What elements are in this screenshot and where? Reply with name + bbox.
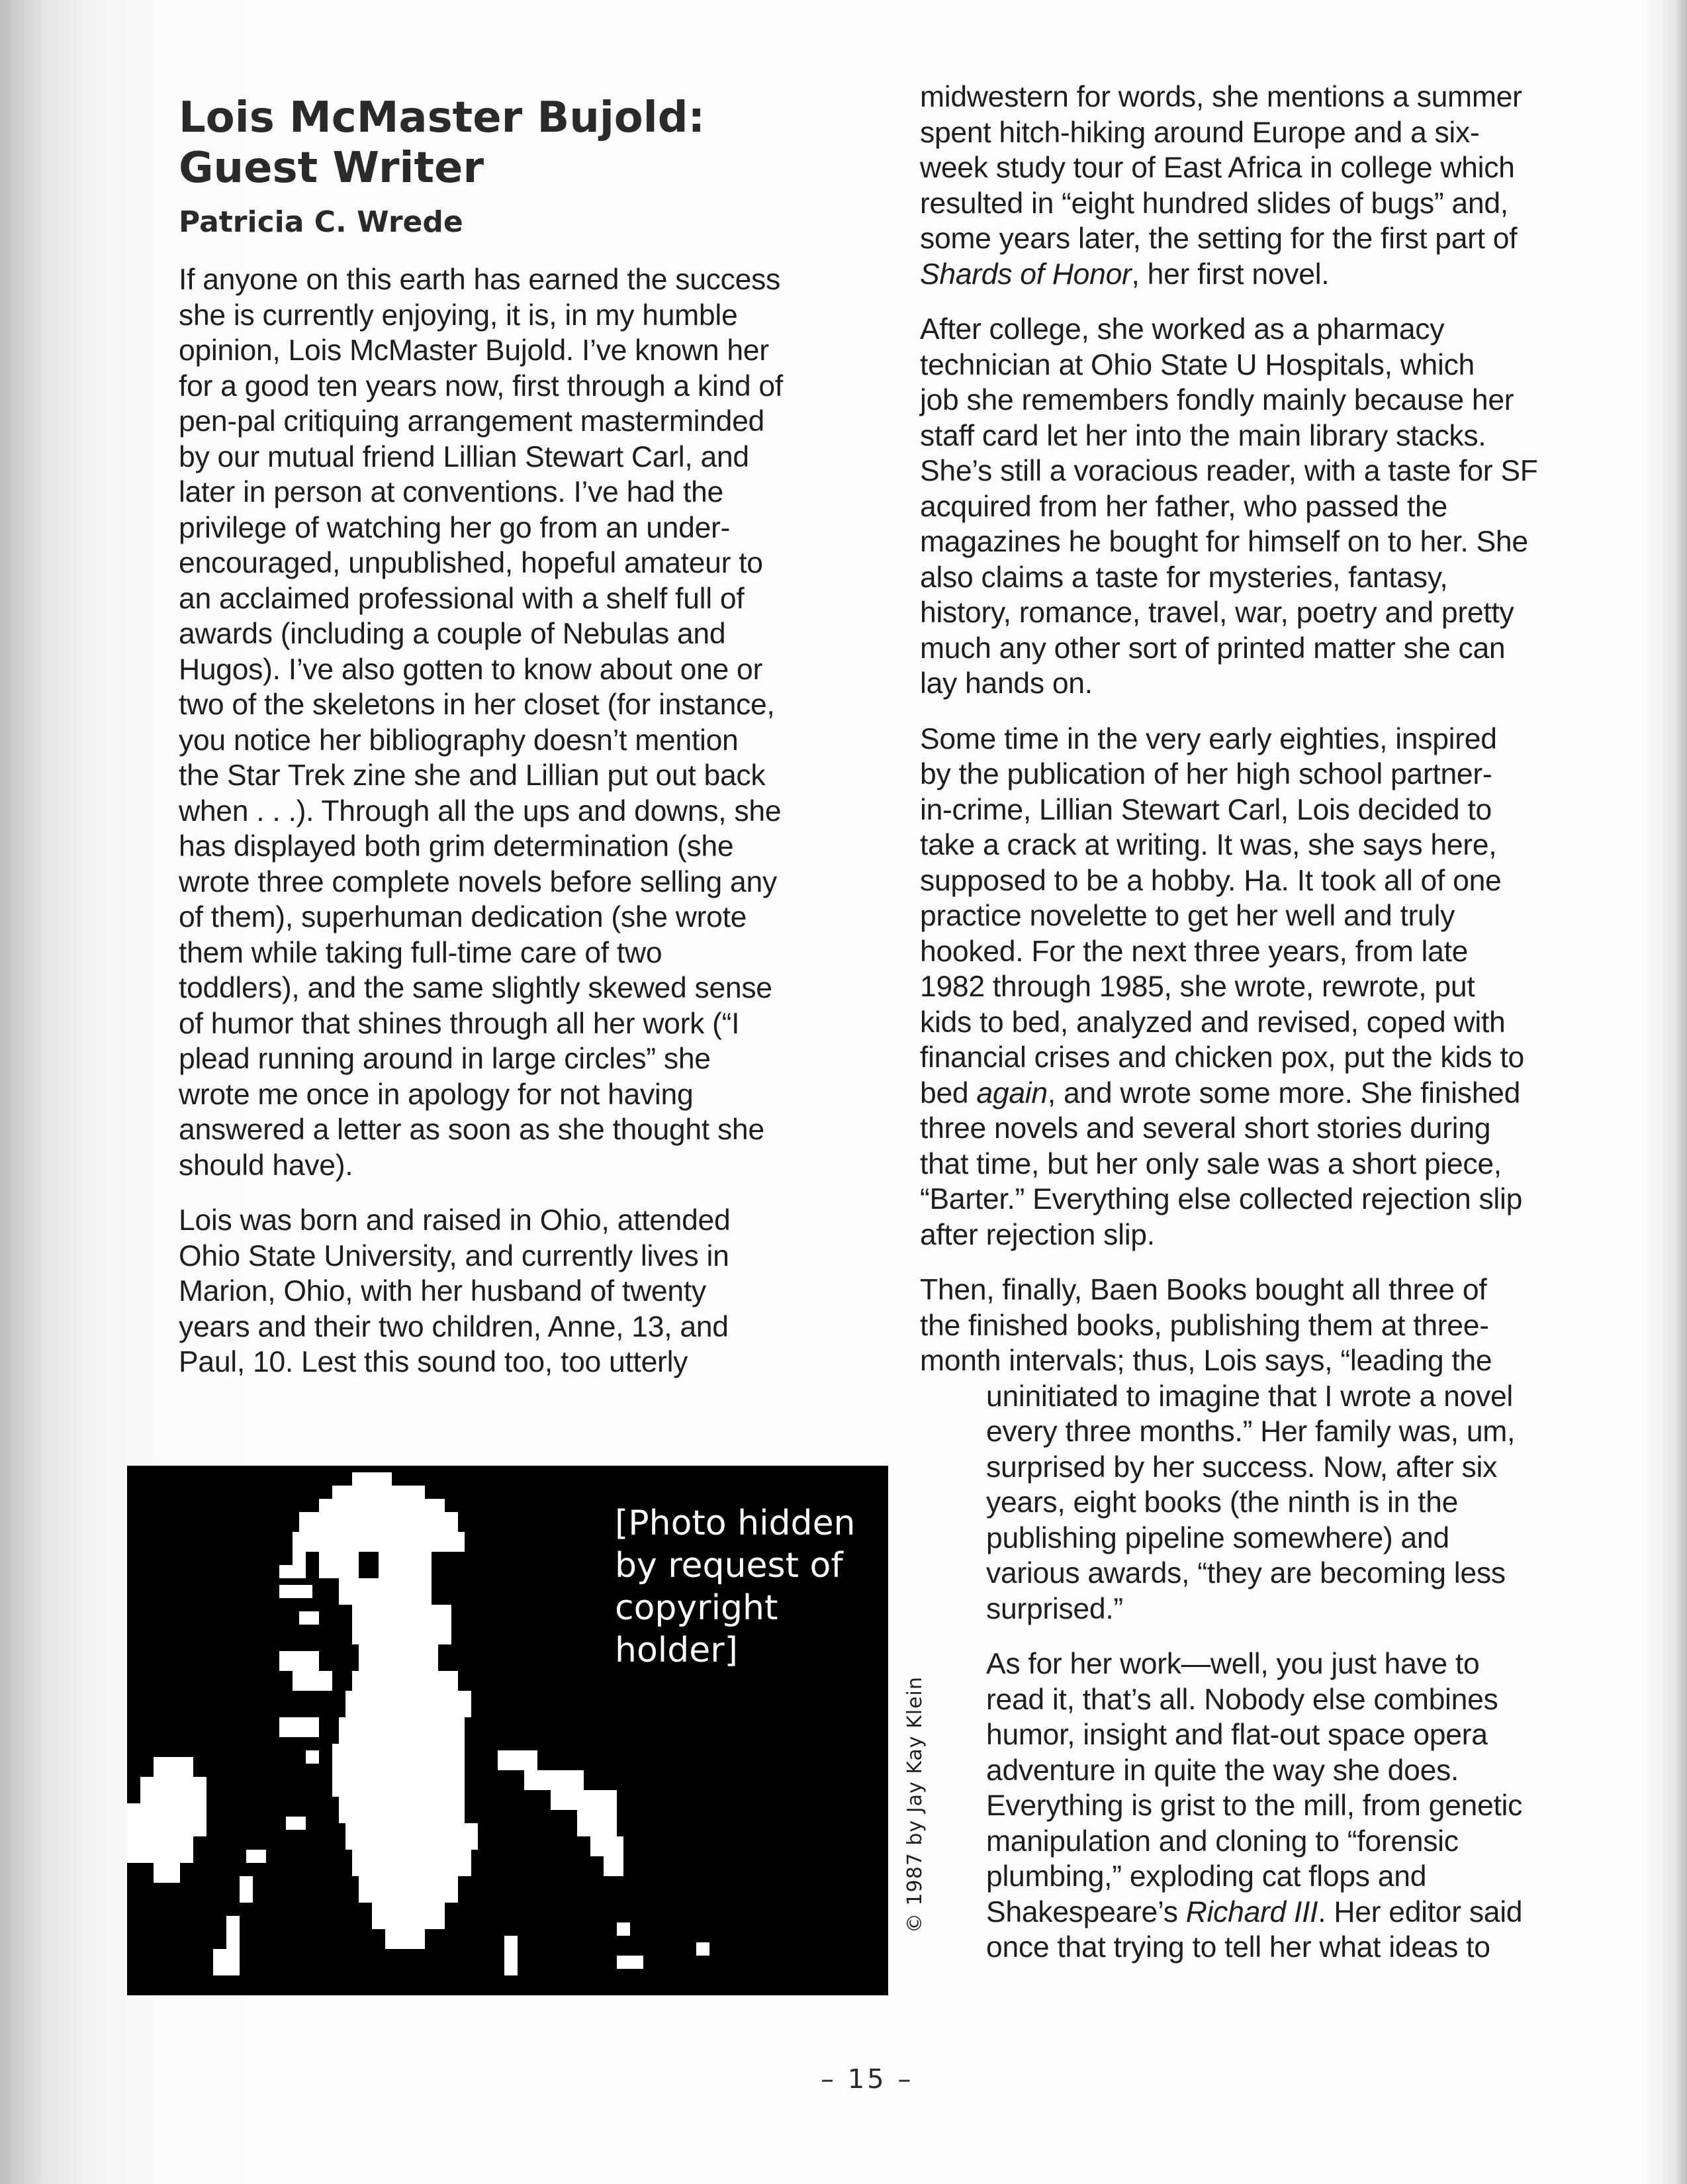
text-line: surprised.” — [986, 1592, 1123, 1625]
text-line: kids to bed, analyzed and revised, coped with — [920, 1006, 1506, 1039]
text-line: manipulation and cloning to “forensic — [986, 1825, 1459, 1858]
text-line: read it, that’s all. Nobody else combines — [986, 1683, 1498, 1716]
text-line: practice novelette to get her well and truly — [920, 900, 1455, 932]
text-line: in-crime, Lillian Stewart Carl, Lois decided to — [920, 793, 1492, 826]
paragraph-intro — [179, 262, 860, 1183]
text-line: history, romance, travel, war, poetry and pretty — [920, 596, 1514, 629]
text-line: resulted in “eight hundred slides of bugs” and, — [920, 187, 1508, 220]
text-line: month intervals; thus, Lois says, “leading the — [920, 1345, 1492, 1377]
text-line: them while taking full-time care of two — [179, 936, 662, 969]
text-fragment: , her first novel. — [1131, 258, 1330, 291]
text-line: plumbing,” exploding cat flops and — [986, 1860, 1427, 1893]
text-line: toddlers), and the same slightly skewed sense — [179, 972, 772, 1004]
text-line: uninitiated to imagine that I wrote a novel — [986, 1380, 1514, 1413]
emphasis-again: again — [976, 1076, 1048, 1110]
text-line: also claims a taste for mysteries, fantasy, — [920, 561, 1448, 594]
text-line: of them), superhuman dedication (she wrote — [179, 901, 747, 933]
text-line: for a good ten years now, first through a kind of — [179, 369, 783, 403]
text-line: adventure in quite the way she does. — [986, 1754, 1459, 1787]
text-line: If anyone on this earth has earned the success — [179, 263, 780, 296]
title-line-1: Lois McMaster Bujold: — [179, 93, 706, 142]
title-line-2: Guest Writer — [179, 144, 484, 193]
book-title-shards-of-honor: Shards of Honor — [920, 258, 1132, 291]
text-line: later in person at conventions. I’ve had the — [179, 476, 723, 508]
text-line: the Star Trek zine she and Lillian put out back — [179, 759, 766, 792]
text-fragment: , and wrote some more. She finished — [1047, 1076, 1521, 1110]
text-line: take a crack at writing. It was, she says here, — [920, 829, 1497, 861]
photo-hidden-caption — [615, 1502, 888, 1672]
caption-line: [Photo hidden — [615, 1503, 856, 1543]
left-column — [179, 93, 860, 1400]
text-line: acquired from her father, who passed the — [920, 490, 1447, 523]
text-line: wrote three complete novels before selling any — [179, 865, 777, 898]
text-line: surprised by her success. Now, after six — [986, 1450, 1497, 1484]
text-line: once that trying to tell her what ideas to — [986, 1931, 1490, 1964]
text-line: Marion, Ohio, with her husband of twenty — [179, 1275, 706, 1307]
text-line: lay hands on. — [920, 667, 1093, 700]
text-line — [920, 257, 1621, 293]
text-line: wrote me once in apology for not having — [179, 1078, 694, 1111]
text-line: an acclaimed professional with a shelf full of — [179, 582, 745, 615]
paragraph-background — [179, 1203, 860, 1380]
text-line: Then, finally, Baen Books bought all three of — [920, 1274, 1487, 1306]
text-line: awards (including a couple of Nebulas and — [179, 618, 726, 650]
right-column — [920, 79, 1621, 1985]
text-line: years and their two children, Anne, 13, and — [179, 1310, 729, 1343]
text-line: much any other sort of printed matter she can — [920, 632, 1506, 665]
author-photo-placeholder — [127, 1466, 888, 1995]
caption-line: copyright — [615, 1588, 778, 1628]
text-line: publishing pipeline somewhere) and — [986, 1521, 1449, 1554]
text-line: “Barter.” Everything else collected rejection slip — [920, 1183, 1523, 1215]
text-line: answered a letter as soon as she thought she — [179, 1114, 764, 1146]
text-line: pen-pal critiquing arrangement masterminded — [179, 405, 764, 438]
text-fragment: bed — [920, 1076, 977, 1110]
text-fragment: . Her editor said — [1318, 1895, 1523, 1928]
text-line: various awards, “they are becoming less — [986, 1557, 1506, 1590]
text-line: technician at Ohio State U Hospitals, which — [920, 348, 1475, 381]
article-title — [179, 93, 860, 193]
text-line: financial crises and chicken pox, put the kids to — [920, 1041, 1524, 1074]
paragraph-career — [920, 312, 1621, 702]
text-line: As for her work—well, you just have to — [986, 1648, 1480, 1680]
text-line: three novels and several short stories during — [920, 1112, 1491, 1145]
paragraph-writing-start — [920, 722, 1621, 1253]
text-line: Paul, 10. Lest this sound too, too utterly — [179, 1346, 688, 1378]
caption-line: holder] — [615, 1631, 738, 1670]
play-title-richard-iii: Richard III — [1185, 1895, 1318, 1928]
text-line: week study tour of East Africa in college which — [920, 152, 1515, 184]
text-line: opinion, Lois McMaster Bujold. I’ve known her — [179, 334, 769, 367]
text-line: After college, she worked as a pharmacy — [920, 313, 1445, 346]
text-line: Lois was born and raised in Ohio, attended — [179, 1204, 731, 1237]
paragraph-baen-books — [920, 1272, 1621, 1627]
page-number: – 15 – — [821, 2064, 914, 2095]
text-line: by the publication of her high school partner- — [920, 758, 1492, 790]
text-line: plead running around in large circles” she — [179, 1043, 711, 1075]
text-line: she is currently enjoying, it is, in my humble — [179, 299, 738, 332]
text-line: She’s still a voracious reader, with a taste for SF — [920, 455, 1538, 487]
text-line: years, eight books (the ninth is in the — [986, 1486, 1459, 1519]
text-line: when . . .). Through all the ups and downs, she — [179, 794, 782, 828]
text-line: by our mutual friend Lillian Stewart Carl, and — [179, 440, 749, 473]
text-line: Everything is grist to the mill, from genetic — [986, 1789, 1523, 1822]
text-line: should have). — [179, 1149, 353, 1182]
text-line: you notice her bibliography doesn’t mention — [179, 724, 739, 757]
text-line: every three months.” Her family was, um, — [986, 1415, 1516, 1448]
text-line: encouraged, unpublished, hopeful amateur to — [179, 547, 763, 579]
text-line: Hugos). I’ve also gotten to know about one or — [179, 653, 762, 686]
text-line: job she remembers fondly mainly because her — [920, 384, 1514, 416]
text-line: humor, insight and flat-out space opera — [986, 1719, 1488, 1751]
text-line: midwestern for words, she mentions a summer — [920, 81, 1522, 113]
photo-credit: © 1987 by Jay Kay Klein — [903, 1676, 927, 1933]
author-byline: Patricia C. Wrede — [179, 205, 463, 239]
paragraph-her-work — [920, 1646, 1621, 1966]
text-line: Ohio State University, and currently lives in — [179, 1239, 729, 1272]
paragraph-travels — [920, 79, 1621, 292]
text-line: magazines he bought for himself on to her. She — [920, 526, 1528, 558]
text-fragment: Shakespeare’s — [986, 1895, 1186, 1928]
text-line: Some time in the very early eighties, inspired — [920, 722, 1497, 755]
text-line — [920, 1895, 1621, 1930]
text-line: privilege of watching her go from an under- — [179, 511, 731, 544]
text-line: staff card let her into the main library stacks. — [920, 419, 1486, 452]
text-line: the finished books, publishing them at three- — [920, 1309, 1489, 1342]
text-line: two of the skeletons in her closet (for instance, — [179, 688, 775, 721]
text-line: hooked. For the next three years, from late — [920, 935, 1469, 968]
text-line: 1982 through 1985, she wrote, rewrote, put — [920, 971, 1475, 1003]
text-line: supposed to be a hobby. Ha. It took all of one — [920, 864, 1502, 897]
text-line: of humor that shines through all her work (“I — [179, 1007, 740, 1040]
text-line: after rejection slip. — [920, 1218, 1155, 1251]
text-line: that time, but her only sale was a short piece, — [920, 1147, 1502, 1180]
text-line — [920, 1076, 1621, 1112]
text-line: some years later, the setting for the first part of — [920, 222, 1518, 255]
text-line: has displayed both grim determination (she — [179, 830, 734, 863]
text-line: spent hitch-hiking around Europe and a six- — [920, 116, 1480, 149]
caption-line: by request of — [615, 1546, 843, 1586]
